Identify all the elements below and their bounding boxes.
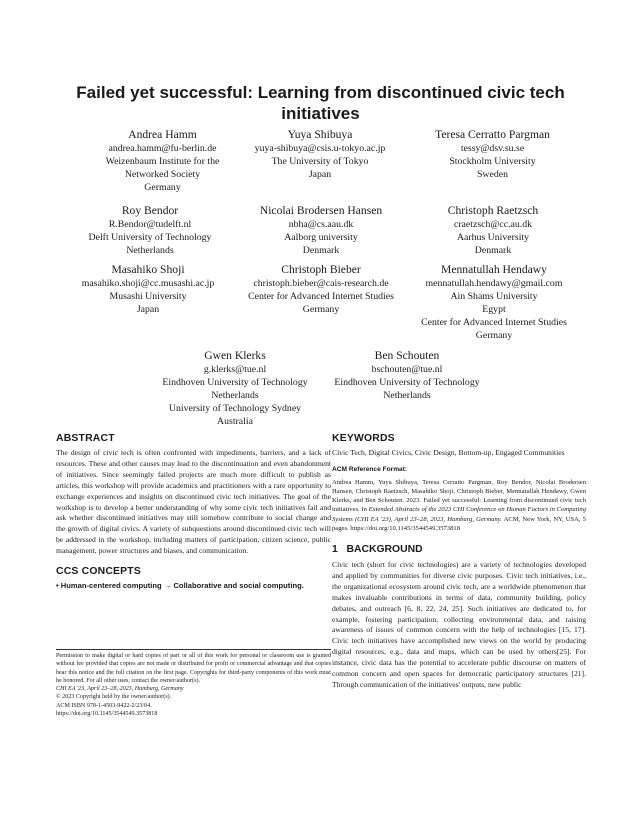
- author-email: andrea.hamm@fu-berlin.de: [108, 143, 217, 154]
- author-country: Netherlands: [383, 390, 431, 401]
- author-affiliation: Center for Advanced Internet Studies: [248, 291, 394, 302]
- author-email: nbha@cs.aau.dk: [288, 219, 354, 230]
- author-country: Australia: [217, 416, 253, 427]
- author-affiliation: Musashi University: [109, 291, 187, 302]
- author-block: [68, 262, 228, 316]
- author-email: masahiko.shoji@cc.musashi.ac.jp: [81, 278, 215, 289]
- author-name: Andrea Hamm: [128, 128, 197, 141]
- author-block: [150, 348, 320, 428]
- acm-reference-pre: Andrea Hamm, Yuya Shibuya, Teresa Cerratto Pargman, Roy Bendor, Nicolai Brodersen Hansen, Christoph Raetzsch, Masahiko Shoji, Christoph Bieber, Mennatullah Hendawy, Gwen Klerks, and Ben Schouten. 2023. Failed yet successful: Learning from discontinued civic tech initiatives. In: [332, 478, 586, 514]
- author-email: R.Bendor@tudelft.nl: [108, 219, 192, 230]
- author-affiliation: University of Technology Sydney: [168, 403, 302, 414]
- bullet-icon: •: [56, 581, 59, 591]
- author-block: [85, 127, 240, 194]
- ccs-heading: CCS CONCEPTS: [56, 566, 141, 578]
- isbn-line: ACM ISBN 978-1-4503-9422-2/23/04.: [56, 702, 152, 709]
- author-block: [405, 127, 580, 181]
- author-name: Christoph Bieber: [281, 263, 361, 276]
- author-email: g.klerks@tue.nl: [203, 364, 267, 375]
- ccs-concepts: [56, 581, 331, 592]
- author-affiliation: Aarhus University: [456, 232, 530, 243]
- keywords-text: Civic Tech, Digital Civics, Civic Design, Bottom-up, Engaged Communities: [332, 448, 565, 457]
- author-block: [240, 127, 400, 181]
- acm-reference-label: ACM Reference Format:: [332, 465, 408, 473]
- section-number: 1: [332, 544, 338, 556]
- ccs-text: Human-centered computing → Collaborative and social computing.: [60, 581, 304, 591]
- background-heading: [332, 543, 586, 557]
- author-block: [408, 262, 580, 342]
- abstract-text: The design of civic tech is often confronted with impediments, barriers, and a lack of resources. These and other causes may lead to the discontinuation and even abandonment of initiatives. Since seemingly failed projects are much more difficult to publish as articles, this workshop will provide academics and practitioners with a rare opportunity to exchange experiences and insights on discontinued civic tech initiatives. The goal of the workshop is to develop a better understanding of why some civic tech initiatives fail and ask whether discontinued initiatives may still somehow contribute to social change and the growth of digital civics. A variety of subquestions around discontinued civic tech will be addressed in the workshop, including matters of participation, citizen science, public management, power structures and biases, and communication.: [56, 448, 331, 556]
- author-country: Denmark: [474, 245, 512, 256]
- author-country: Japan: [308, 169, 332, 180]
- author-affiliation: Eindhoven University of Technology: [334, 377, 480, 388]
- author-country: Germany: [302, 304, 340, 315]
- author-affiliation: Stockholm University: [449, 156, 536, 167]
- venue-line: CHI EA '23, April 23–28, 2023, Hamburg, Germany: [56, 686, 184, 693]
- author-country: Netherlands: [211, 390, 259, 401]
- author-block: [70, 203, 230, 257]
- doi-line: https://doi.org/10.1145/3544549.3573818: [56, 711, 158, 718]
- author-email: tessy@dsv.su.se: [460, 143, 525, 154]
- author-country: Germany: [144, 182, 181, 193]
- permission-block: [56, 652, 331, 718]
- author-affiliation: Aalborg university: [284, 232, 358, 243]
- abstract-heading: ABSTRACT: [56, 433, 115, 444]
- author-block: [230, 203, 412, 257]
- author-affiliation: Ain Shams University: [450, 291, 538, 302]
- acm-reference-post: ACM, New York, NY, USA, 5 pages. https://doi.org/10.1145/3544549.3573818: [332, 515, 586, 532]
- author-block: [413, 203, 573, 257]
- copyright-line: © 2023 Copyright held by the owner/author(s).: [56, 694, 172, 701]
- author-country: Denmark: [302, 245, 340, 256]
- author-email: mennatullah.hendawy@gmail.com: [425, 278, 563, 289]
- author-country: Egypt: [482, 304, 506, 315]
- section-title: BACKGROUND: [346, 544, 423, 556]
- author-name: Mennatullah Hendawy: [441, 263, 547, 276]
- author-affiliation: Delft University of Technology: [88, 232, 212, 243]
- author-block: [235, 262, 407, 316]
- keywords-heading: KEYWORDS: [332, 433, 395, 444]
- author-name: Roy Bendor: [121, 204, 179, 217]
- author-block: [322, 348, 492, 402]
- author-email: yuya-shibuya@csis.u-tokyo.ac.jp: [254, 143, 386, 154]
- author-country: Japan: [136, 304, 160, 315]
- author-name: Christoph Raetzsch: [447, 204, 539, 217]
- left-column: [56, 432, 331, 592]
- paper-title: Failed yet successful: Learning from discontinued civic tech initiatives: [76, 83, 565, 123]
- acm-reference-venue: Extended Abstracts of the 2023 CHI Conference on Human Factors in Computing Systems (CHI EA '23), April 23–28, 2023, Hamburg, Germany.: [332, 506, 586, 523]
- author-name: Nicolai Brodersen Hansen: [259, 204, 383, 217]
- right-column: [332, 432, 586, 691]
- acm-reference-text: [332, 478, 586, 533]
- author-name: Masahiko Shoji: [111, 263, 185, 276]
- author-affiliation: Networked Society: [124, 169, 201, 180]
- author-name: Yuya Shibuya: [287, 128, 353, 141]
- author-country: Netherlands: [126, 245, 174, 256]
- author-name: Ben Schouten: [374, 349, 440, 362]
- permission-text: Permission to make digital or hard copies of part or all of this work for personal or classroom use is granted without fee provided that copies are not made or distributed for profit or commercial advantage and that copies bear this notice and the full citation on the first page. Copyrights for third-party components of this work must be honored. For all other uses, contact the owner/author(s).: [56, 653, 331, 684]
- author-email: christoph.bieber@cais-research.de: [253, 278, 389, 289]
- footnote-divider: [56, 649, 331, 650]
- author-affiliation: The University of Tokyo: [271, 156, 369, 167]
- author-affiliation: Center for Advanced Internet Studies: [421, 317, 567, 328]
- author-country: Germany: [475, 330, 513, 341]
- author-affiliation: Eindhoven University of Technology: [162, 377, 308, 388]
- author-email: craetzsch@cc.au.dk: [453, 219, 533, 230]
- author-email: bschouten@tue.nl: [371, 364, 443, 375]
- author-country: Sweden: [476, 169, 509, 180]
- author-name: Teresa Cerratto Pargman: [435, 128, 550, 141]
- author-name: Gwen Klerks: [204, 349, 266, 362]
- author-affiliation: Weizenbaum Institute for the: [105, 156, 220, 167]
- background-text: Civic tech (short for civic technologies) are a variety of technologies developed and applied by communities for diverse civic purposes. Civic tech initiatives, i.e., the organizational ecosystem around civic tech, are a worldwide phenomenon that makes invaluable contributions in terms of data, community building, policy debates, and outreach [6, 8, 22, 24, 25]. Such initiatives are dedicated to, for example, fostering participation, collecting environmental data, and raising awareness of issues of common concern with the help of technologies [15, 17]. Civic tech initiatives have accomplished new views on the world by producing digital resources, e.g., data and maps, which can be used by others[25]. For instance, civic data has the potential to accelerate public discourse on matters of common concern and open spaces for democratic participatory structures [21]. Through communication of the initiatives' outputs, new public: [332, 560, 586, 689]
